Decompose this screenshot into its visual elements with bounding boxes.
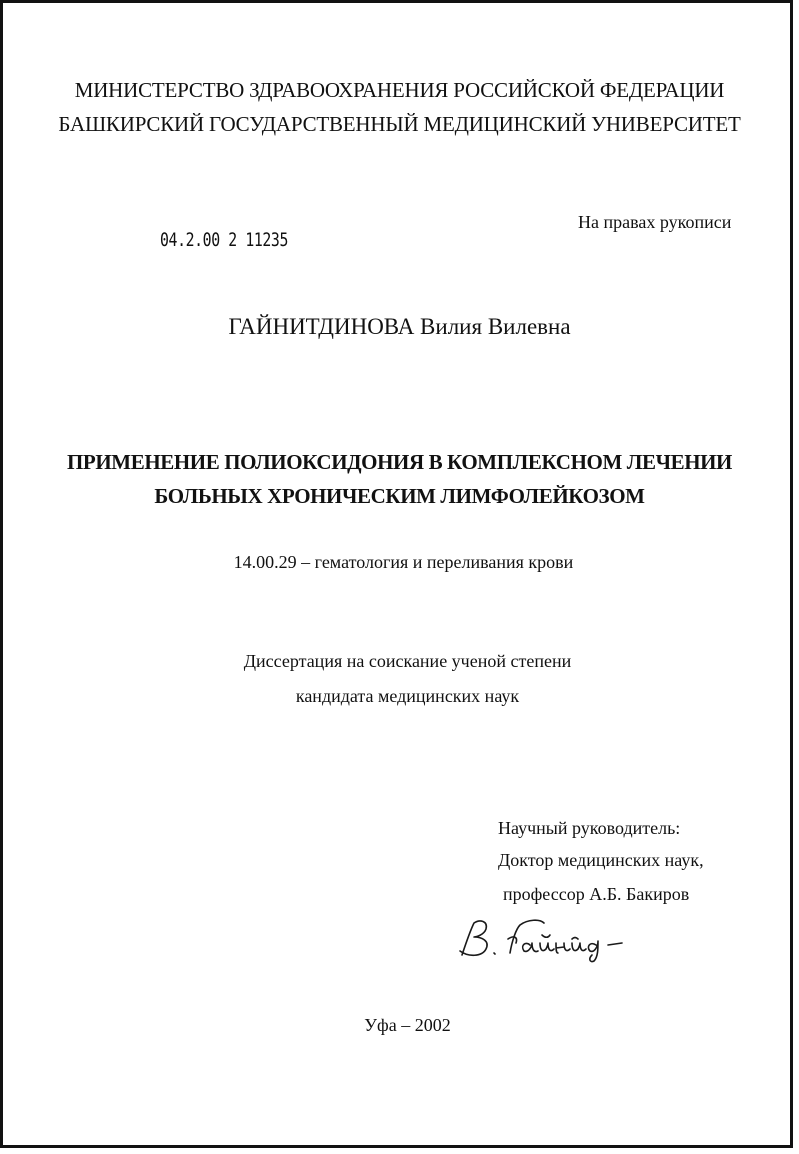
handwritten-signature: [448, 915, 628, 963]
dissertation-title-line-2: БОЛЬНЫХ ХРОНИЧЕСКИМ ЛИМФОЛЕЙКОЗОМ: [154, 484, 645, 508]
manuscript-note: На правах рукописи: [578, 212, 732, 232]
place-and-year: Уфа – 2002: [364, 1015, 451, 1035]
supervisor-degree: Доктор медицинских наук,: [498, 850, 704, 870]
degree-line-2: кандидата медицинских наук: [295, 686, 520, 706]
supervisor-label: Научный руководитель:: [498, 818, 681, 838]
university-heading: БАШКИРСКИЙ ГОСУДАРСТВЕННЫЙ МЕДИЦИНСКИЙ УНИВЕРСИТЕТ: [58, 112, 741, 136]
dissertation-title-line-1: ПРИМЕНЕНИЕ ПОЛИОКСИДОНИЯ В КОМПЛЕКСНОМ ЛЕЧЕНИИ: [67, 450, 732, 474]
registration-stamp: 04.2.00 2 11235: [160, 229, 288, 251]
specialty-code: 14.00.29 – гематология и переливания крови: [233, 552, 574, 572]
supervisor-name: профессор А.Б. Бакиров: [503, 884, 690, 904]
ministry-heading: МИНИСТЕРСТВО ЗДРАВООХРАНЕНИЯ РОССИЙСКОЙ ФЕДЕРАЦИИ: [74, 78, 725, 102]
degree-line-1: Диссертация на соискание ученой степени: [243, 651, 572, 671]
author-name: ГАЙНИТДИНОВА Вилия Вилевна: [228, 314, 571, 339]
